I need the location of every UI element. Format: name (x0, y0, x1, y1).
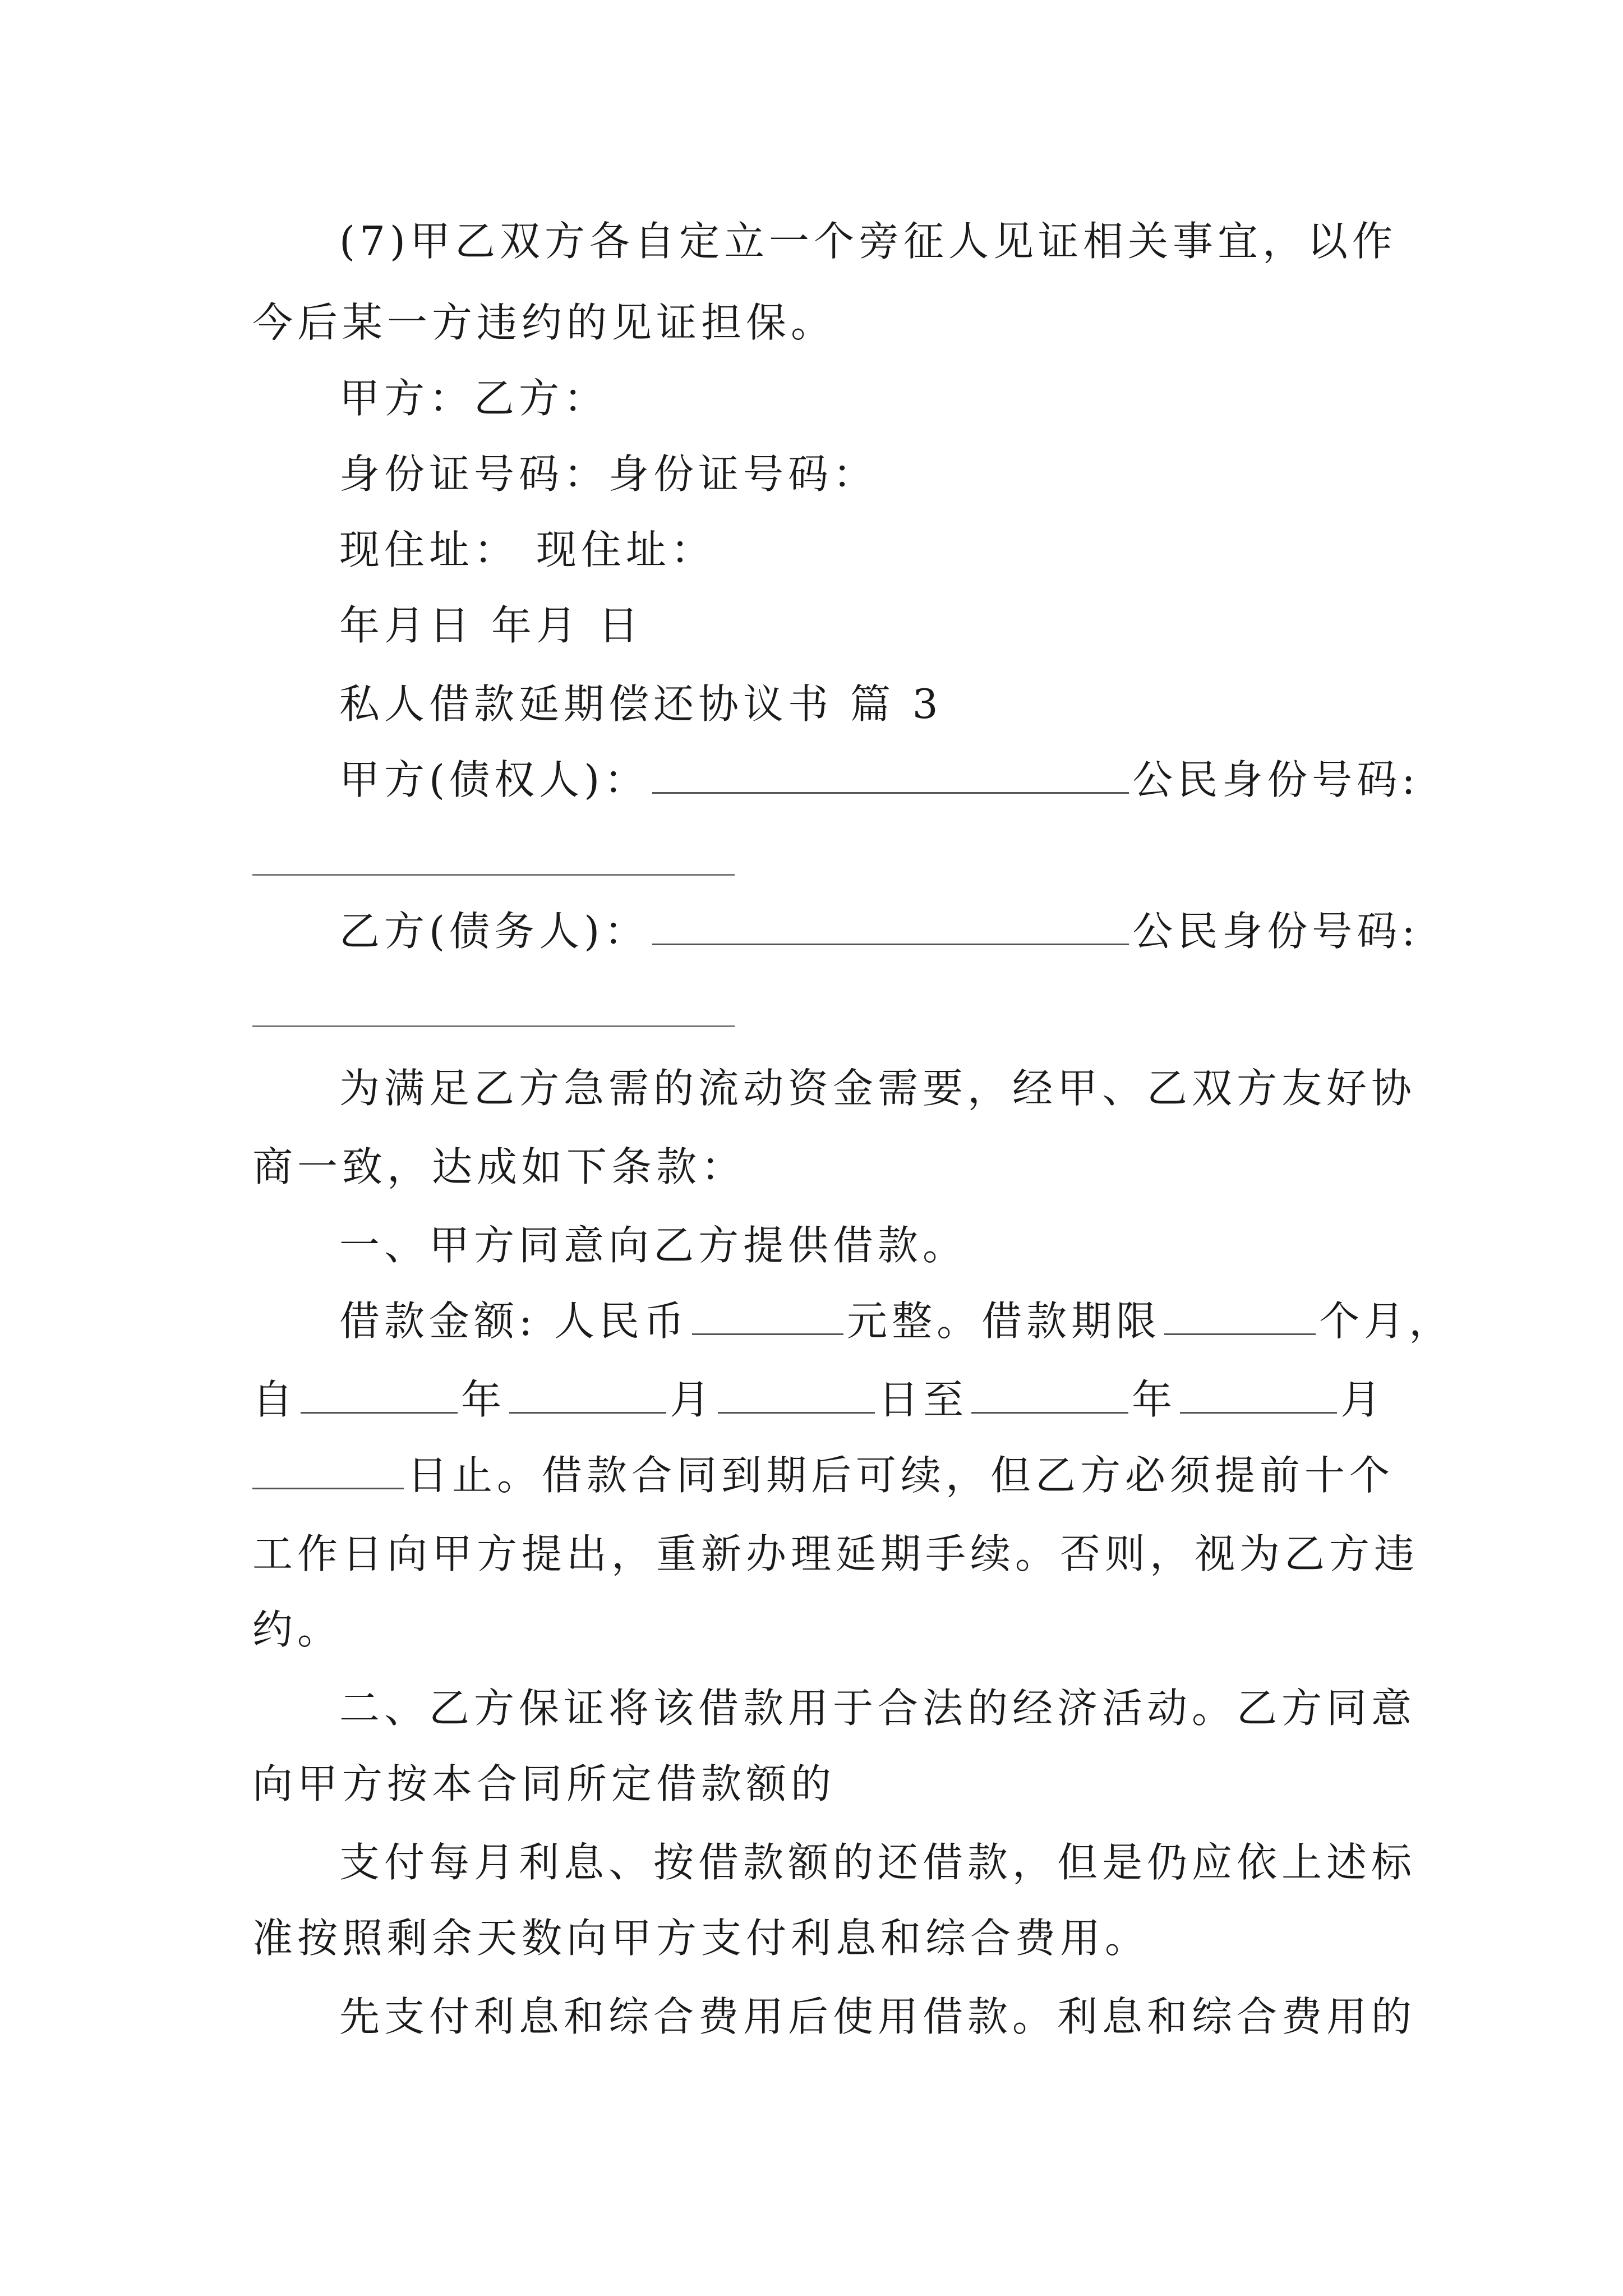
loan-amount-label: 借款金额: 人民币 (339, 1297, 689, 1345)
party-a-label: 甲方(债权人)： (339, 756, 649, 803)
renewal-line-3: 约。 (252, 1606, 343, 1653)
loan-amount-line (339, 1296, 1454, 1346)
party-b-id-label: 公民身份号码: (1132, 908, 1420, 955)
party-a-id-blank (252, 874, 735, 876)
party-b-label: 乙方(债务人)： (339, 908, 649, 955)
article-1-heading: 一、甲方同意向乙方提供借款。 (339, 1222, 968, 1269)
loan-term-unit: 个月， (1319, 1297, 1454, 1345)
party-a-line (339, 754, 1420, 805)
start-year-blank (301, 1377, 458, 1414)
party-b-id-blank (252, 1025, 735, 1027)
signature-parties: 甲方：乙方： (339, 375, 609, 422)
start-month-blank (509, 1377, 666, 1414)
period-from-label: 自 (252, 1376, 298, 1423)
loan-term-label: 元整。借款期限 (847, 1297, 1161, 1345)
end-day-blank (252, 1453, 404, 1489)
start-day-blank (718, 1377, 875, 1414)
loan-renewal-text: 日止。借款合同到期后可续，但乙方必须提前十个 (407, 1452, 1395, 1499)
interest-line-1: 支付每月利息、按借款额的还借款，但是仍应依上述标 (339, 1839, 1417, 1886)
interest-line-3: 先支付利息和综合费用后使用借款。利息和综合费用的 (339, 1993, 1417, 2040)
signature-dates: 年月日 年月 日 (339, 602, 643, 649)
end-month-blank (1180, 1377, 1337, 1414)
preamble-line-1: 为满足乙方急需的流动资金需要，经甲、乙双方友好协 (339, 1065, 1417, 1112)
clause-7-line-2: 今后某一方违约的见证担保。 (252, 299, 836, 346)
clause-7-line-1: (7)甲乙双方各自定立一个旁征人见证相关事宜，以作 (339, 218, 1397, 265)
interest-line-2: 准按照剩余天数向甲方支付利息和综合费用。 (252, 1915, 1150, 1962)
preamble-line-2: 商一致，达成如下条款： (252, 1143, 746, 1190)
article-2-line-2: 向甲方按本合同所定借款额的 (252, 1760, 836, 1807)
renewal-line-2: 工作日向甲方提出，重新办理延期手续。否则，视为乙方违 (252, 1530, 1419, 1577)
month-label: 月 (670, 1376, 715, 1423)
loan-period-end-line (252, 1450, 1395, 1501)
end-year-blank (971, 1377, 1128, 1414)
signature-id-numbers: 身份证号码：身份证号码： (339, 450, 878, 498)
section-title: 私人借款延期偿还协议书 篇 3 (339, 680, 943, 728)
loan-period-line (252, 1374, 1385, 1425)
month-label: 月 (1340, 1376, 1386, 1423)
signature-addresses: 现住址： 现住址： (339, 526, 716, 573)
year-label: 年 (1132, 1376, 1177, 1423)
loan-term-blank (1164, 1299, 1316, 1335)
day-to-label: 日至 (878, 1376, 969, 1423)
party-b-name-blank (652, 909, 1129, 945)
loan-amount-blank (692, 1299, 843, 1335)
article-2-line-1: 二、乙方保证将该借款用于合法的经济活动。乙方同意 (339, 1685, 1417, 1732)
party-a-name-blank (652, 757, 1129, 794)
party-b-line (339, 906, 1420, 956)
party-a-id-label: 公民身份号码: (1132, 756, 1420, 803)
year-label: 年 (461, 1376, 506, 1423)
